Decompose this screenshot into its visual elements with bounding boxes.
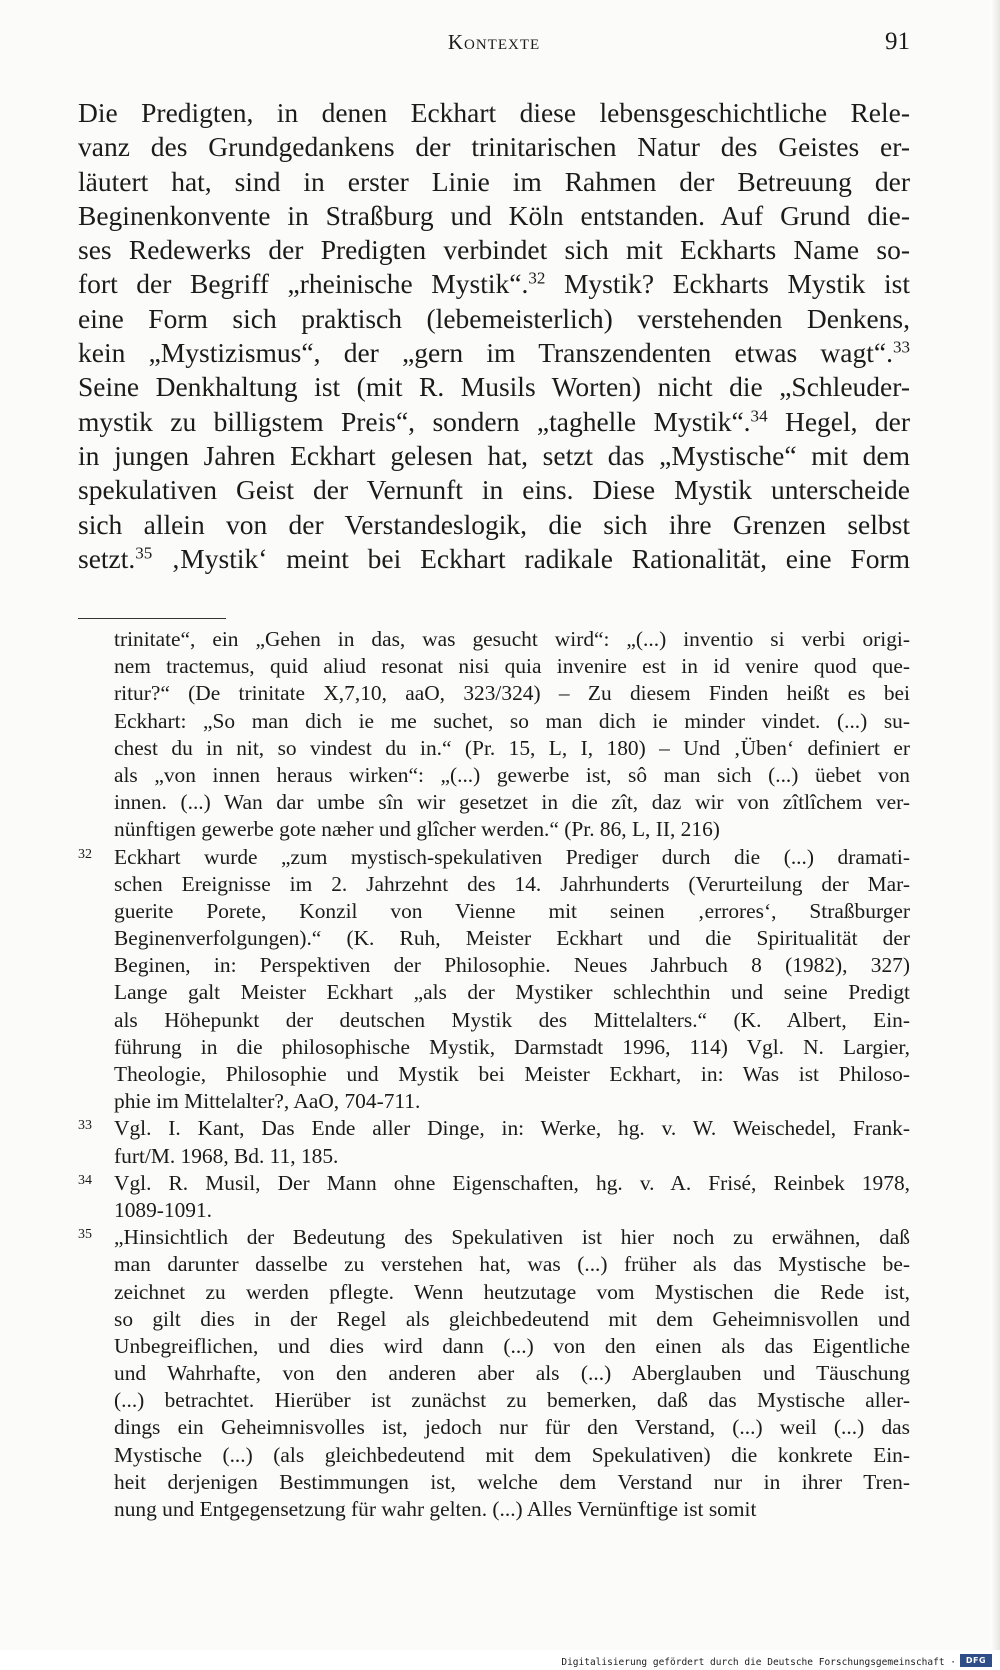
body-line: Seine Denkhaltung ist (mit R. Musils Worten) nicht die „Schleuder- [78,371,910,403]
main-text [78,96,910,576]
running-head: Kontexte [447,30,541,54]
body-line: vanz des Grundgedankens der trinitarischen Natur des Geistes er- [78,131,910,163]
footnote-line: nünftigen gewerbe gote næher und glîcher werden.“ (Pr. 86, L, II, 216) [114,817,720,842]
footnote-line: Theologie, Philosophie und Mystik bei Meister Eckhart, in: Was ist Philoso- [114,1062,910,1086]
footnote-33 [78,1115,910,1169]
body-line: kein „Mystizismus“, der „gern im Transzendenten etwas wagt“.$^{33}$ [78,337,910,369]
footnote-line: (...) betrachtet. Hierüber ist zunächst zu bemerken, daß das Mystische aller- [114,1388,910,1413]
footnote-line: trinitate“, ein „Gehen in das, was gesucht wird“: „(...) inventio si verbi origi- [114,627,910,651]
footnotes [78,626,910,1523]
footnote-line: führung in die philosophische Mystik, Darmstadt 1996, 114) Vgl. N. Largier, [114,1034,910,1059]
footnote-line: Lange galt Meister Eckhart „als der Mystiker schlechthin und seine Predigt [114,980,910,1005]
footnote-line: nem tractemus, quid aliud resonat nisi quia invenire est in id venire quod que- [114,654,910,679]
body-line: eine Form sich praktisch (lebemeisterlich) verstehenden Denkens, [78,302,910,334]
footnote-line: schen Ereignisse im 2. Jahrzehnt des 14. Jahrhunderts (Verurteilung der Mar- [114,871,910,896]
funding-credit: Digitalisierung gefördert durch die Deutsche Forschungsgemeinschaft · [561,1657,956,1668]
footnote-line: furt/M. 1968, Bd. 11, 185. [114,1143,339,1168]
footnote-line: zeichnet zu werden pflegte. Wenn heutzutage vom Mystischen die Rede ist, [114,1279,910,1304]
footnote-line: ritur?“ (De trinitate X,7,10, aaO, 323/324) – Zu diesem Finden heißt es bei [114,681,910,706]
footnote-line: man darunter dasselbe zu verstehen hat, was (...) früher als das Mystische be- [114,1252,910,1277]
footnote-marker: 34 [750,406,768,426]
body-line: sich allein von der Verstandeslogik, die sich ihre Grenzen selbst [78,508,910,540]
footnote-line: Beginenverfolgungen).“ (K. Ruh, Meister Eckhart und die Spiritualität der [114,926,910,951]
footnote-line: Beginen, in: Perspektiven der Philosophie. Neues Jahrbuch 8 (1982), 327) [114,953,910,978]
footnote-line: Eckhart wurde „zum mystisch-spekulativen Prediger durch die (...) dramati- [114,844,910,869]
footnote-line: nung und Entgegensetzung für wahr gelten. (...) Alles Vernünftige ist somit [114,1497,757,1521]
footnote-line: als „von innen heraus wirken“: „(...) gewerbe ist, sô man sich (...) üebet von [114,762,910,787]
footnote-line: heit derjenigen Bestimmungen ist, welche dem Verstand nur in ihrer Tren- [114,1469,910,1494]
page-number: 91 [885,28,910,55]
page-header [78,30,910,66]
body-line: mystik zu billigstem Preis“, sondern „taghelle Mystik“.$^{34}$ Hegel, der [78,405,910,437]
footnote-line: und Wahrhafte, von den anderen aber als (...) Aberglauben und Täuschung [114,1361,910,1386]
body-line: fort der Begriff „rheinische Mystik“.$^{32}$ Mystik? Eckharts Mystik ist [78,268,910,300]
body-line: ses Redewerks der Predigten verbindet sich mit Eckharts Name so- [78,234,910,266]
footnote-line: Vgl. R. Musil, Der Mann ohne Eigenschaften, hg. v. A. Frisé, Reinbek 1978, [114,1170,910,1195]
footnote-number: 33 [78,1118,92,1134]
footnote-continuation [78,626,910,844]
footnote-line: innen. (...) Wan dar umbe sîn wir gesetzet in die zît, daz wir von zîtlîchem ver- [114,790,910,815]
digitization-footer [0,1650,1000,1670]
footnote-separator [78,618,226,619]
body-line: Die Predigten, in denen Eckhart diese lebensgeschichtliche Rele- [78,97,910,128]
footnote-35 [78,1224,910,1523]
footnote-line: phie im Mittelalter?, AaO, 704-711. [114,1089,421,1114]
footnote-line: chest du in nit, so vindest du in.“ (Pr. 15, L, I, 180) – Und ‚Üben‘ definiert er [114,735,910,760]
footnote-number: 35 [78,1227,92,1243]
footnote-line: Unbegreiflichen, und dies wird dann (...) von den einen als das Eigentliche [114,1333,910,1358]
footnote-line: dings ein Geheimnisvolles ist, jedoch nur für den Verstand, (...) weil (...) das [114,1415,910,1440]
dfg-logo: DFG [960,1654,992,1667]
body-line: setzt.$^{35}$ ‚Mystik‘ meint bei Eckhart radikale Rationalität, eine Form [78,542,910,574]
footnote-line: guerite Porete, Konzil von Vienne mit seinen ‚errores‘, Straßburger [114,898,910,923]
body-line: läutert hat, sind in erster Linie im Rahmen der Betreuung der [78,165,910,197]
footnote-32 [78,844,910,1116]
page-edge-shadow [990,0,1000,1670]
footnote-line: Mystische (...) (als gleichbedeutend mit dem Spekulativen) die konkrete Ein- [114,1442,910,1467]
body-line: spekulativen Geist der Vernunft in eins. Diese Mystik unterscheide [78,474,910,506]
footnote-line: so gilt dies in der Regel als gleichbedeutend mit dem Geheimnisvollen und [114,1306,910,1331]
footnote-line: Vgl. I. Kant, Das Ende aller Dinge, in: Werke, hg. v. W. Weischedel, Frank- [114,1116,910,1141]
footnote-line: als Höhepunkt der deutschen Mystik des Mittelalters.“ (K. Albert, Ein- [114,1007,910,1032]
body-line: in jungen Jahren Eckhart gelesen hat, setzt das „Mystische“ mit dem [78,439,910,471]
body-line: Beginenkonvente in Straßburg und Köln entstanden. Auf Grund die- [78,199,910,231]
footnote-marker: 33 [892,337,910,357]
footnote-line: „Hinsichtlich der Bedeutung des Spekulativen ist hier noch zu erwähnen, daß [114,1225,910,1250]
footnote-list [78,844,910,1524]
footnote-marker: 32 [528,269,546,289]
footnote-number: 32 [78,846,92,862]
footnote-line: Eckhart: „So man dich ie me suchet, so man dich ie minder vindet. (...) su- [114,708,910,733]
footnote-34 [78,1170,910,1224]
footnote-marker: 35 [135,543,153,563]
footnote-number: 34 [78,1172,92,1188]
footnote-line: 1089-1091. [114,1197,213,1222]
